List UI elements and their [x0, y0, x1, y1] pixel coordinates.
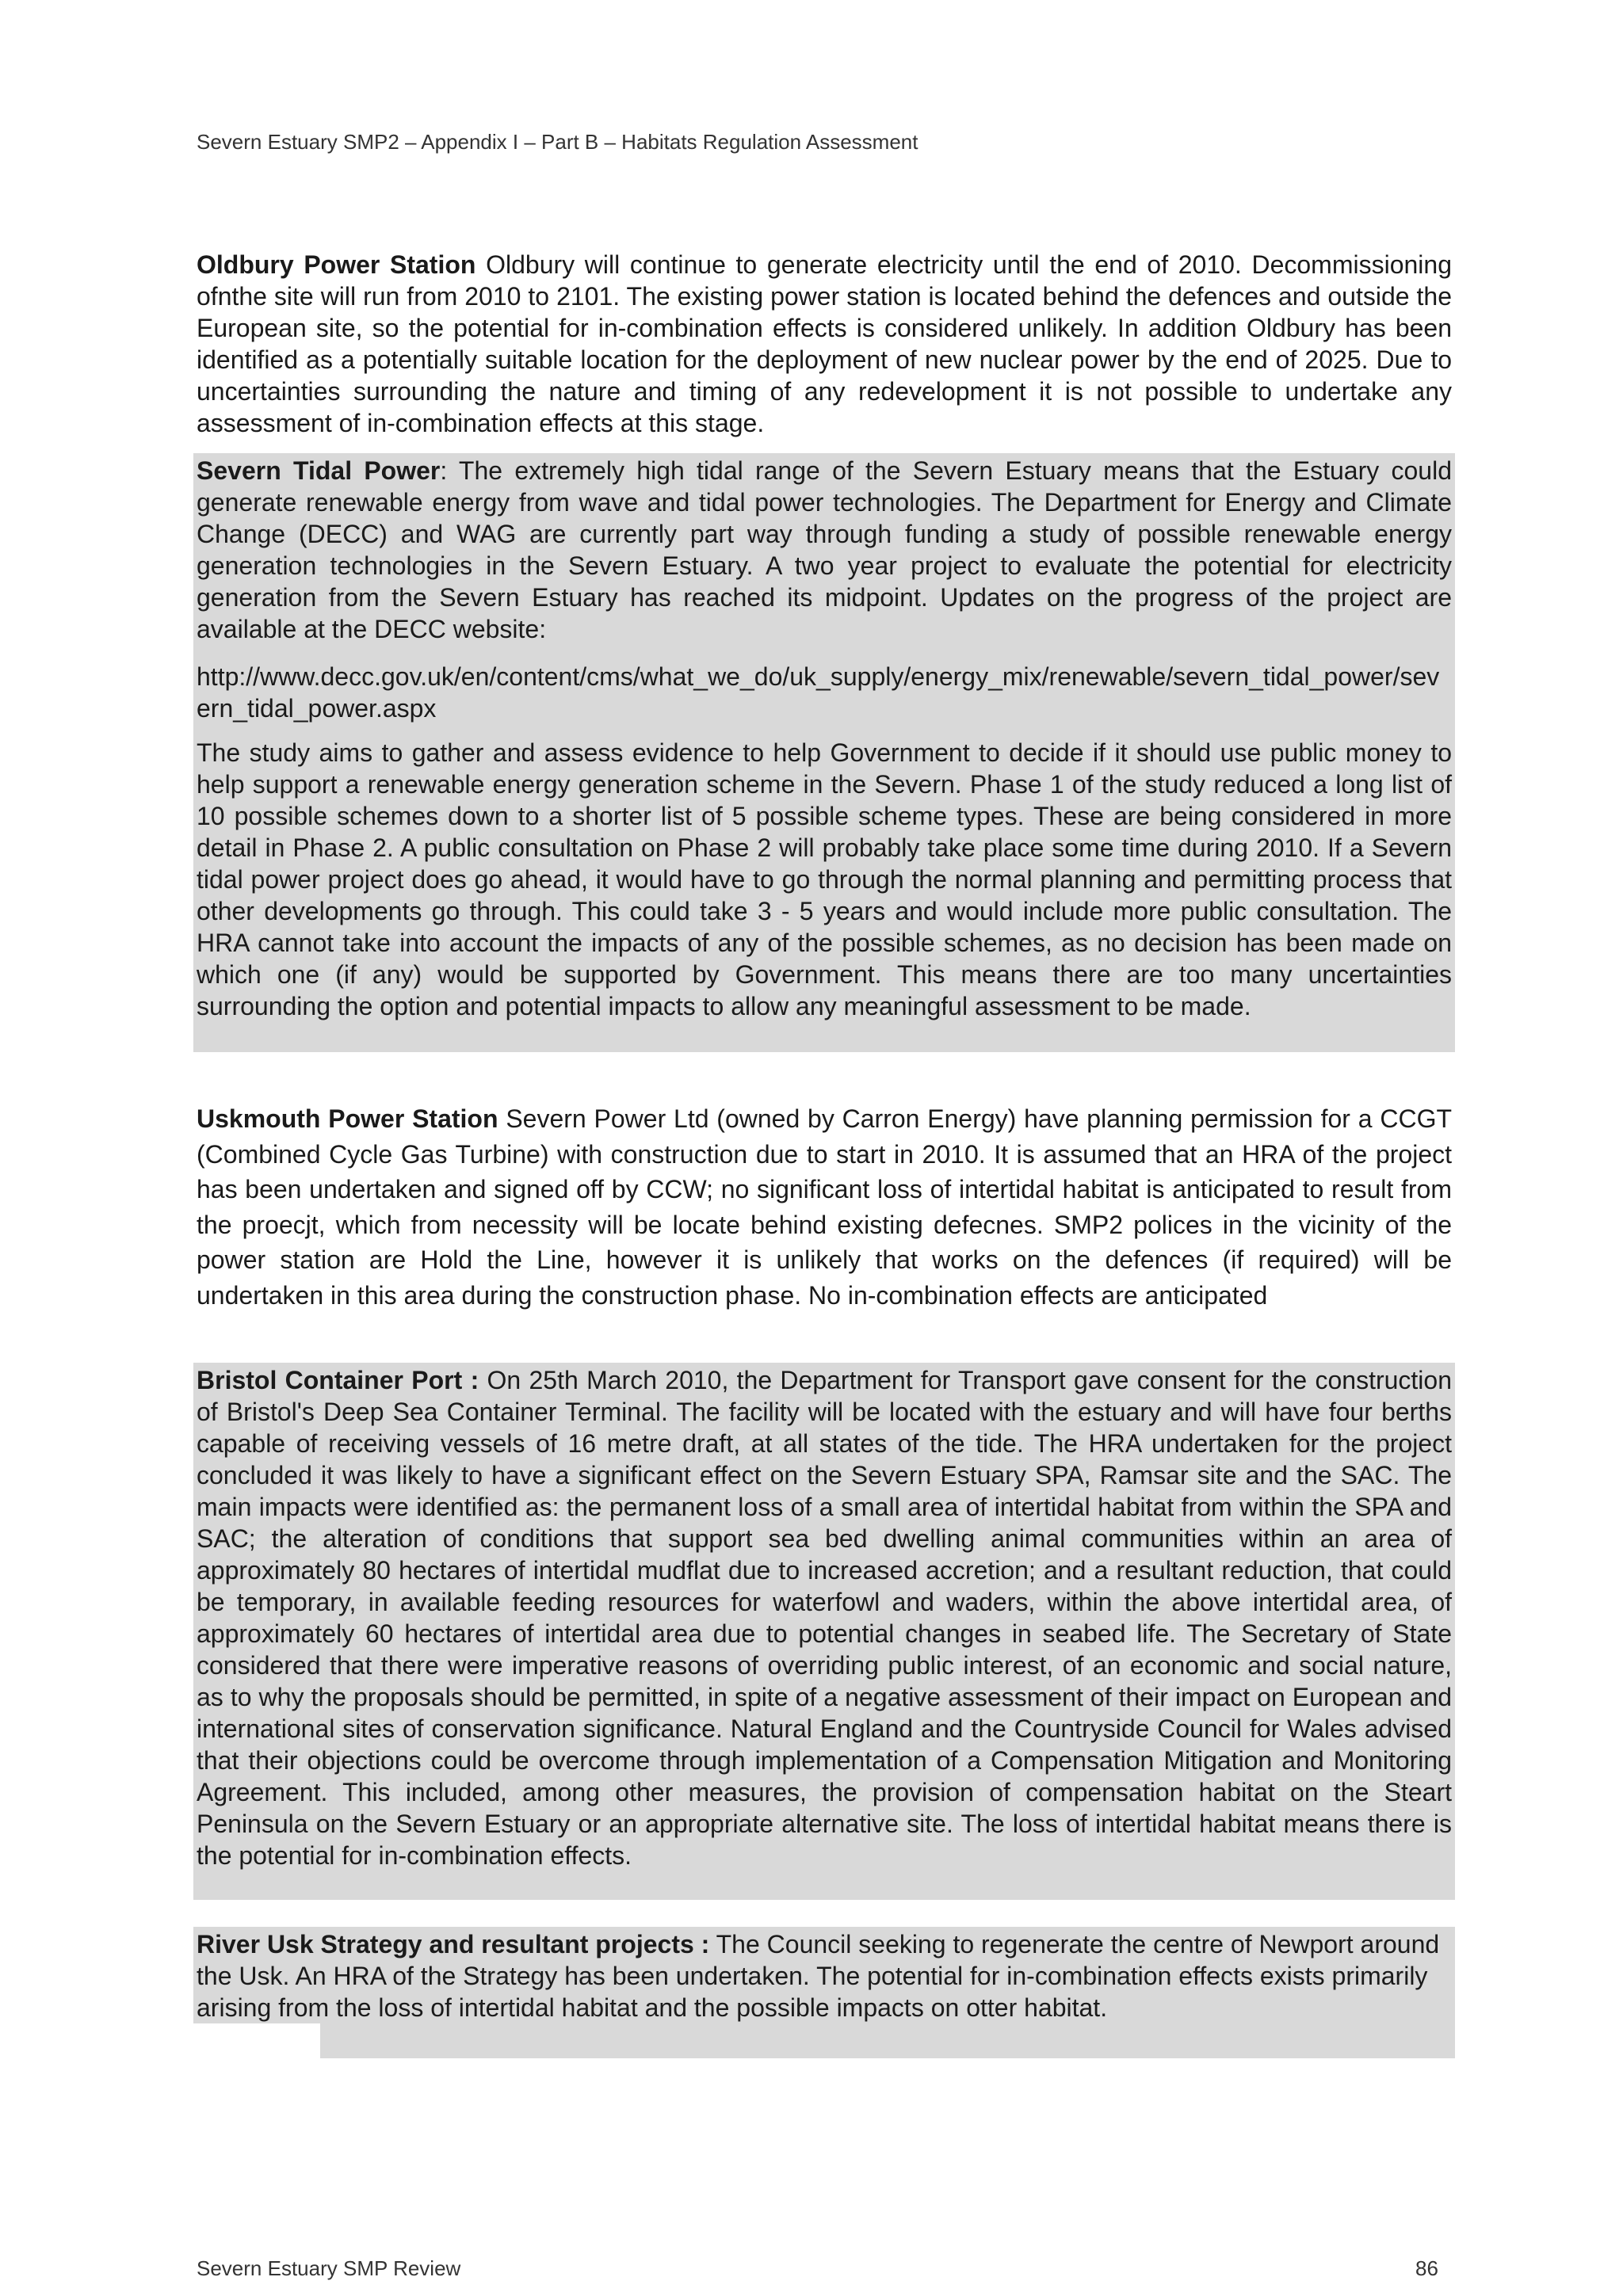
- river-usk-paragraph: [197, 1928, 1449, 2023]
- uskmouth-paragraph: [197, 1101, 1452, 1313]
- oldbury-heading: Oldbury Power Station: [197, 250, 476, 279]
- river-usk-shade-tail: [320, 2023, 1455, 2058]
- river-usk-text: The Council seeking to regenerate the centre of Newport around the Usk. An HRA of the Strategy has been undertaken. The potential for in-combination effects exists primarily arising from the loss of intertidal habitat and the possible impacts on otter habitat.: [197, 1930, 1440, 2022]
- decc-website-link[interactable]: http://www.decc.gov.uk/en/content/cms/what_we_do/uk_supply/energy_mix/renewable/severn_tidal_power/severn_tidal_power.aspx: [197, 662, 1440, 723]
- page-header: Severn Estuary SMP2 – Appendix I – Part B – Habitats Regulation Assessment: [197, 130, 918, 154]
- severn-tidal-heading: Severn Tidal Power: [197, 456, 441, 485]
- oldbury-text: Oldbury will continue to generate electricity until the end of 2010. Decommissioning ofnthe site will run from 2010 to 2101. The existing power station is located behind the defences and outside the European site, so the potential for in-combination effects is considered unlikely. In addition Oldbury has been identified as a potentially suitable location for the deployment of new nuclear power by the end of 2025. Due to uncertainties surrounding the nature and timing of any redevelopment it is not possible to undertake any assessment of in-combination effects at this stage.: [197, 250, 1453, 437]
- uskmouth-heading: Uskmouth Power Station: [197, 1104, 498, 1133]
- uskmouth-text: Severn Power Ltd (owned by Carron Energy) have planning permission for a CCGT (Combined Cycle Gas Turbine) with construction due to start in 2010. It is assumed that an HRA of the project has been undertaken and signed off by CCW; no significant loss of intertidal habitat is anticipated to result from the proecjt, which from necessity will be locate behind existing defecnes. SMP2 polices in the vicinity of the power station are Hold the Line, however it is unlikely that works on the defences (if required) will be undertaken in this area during the construction phase. No in-combination effects are anticipated: [197, 1104, 1453, 1310]
- bristol-text: On 25th March 2010, the Department for Transport gave consent for the construction of Bristol's Deep Sea Container Terminal. The facility will be located with the estuary and will have four berths capable of receiving vessels of 16 metre draft, at all states of the tide. The HRA undertaken for the project concluded it was likely to have a significant effect on the Severn Estuary SPA, Ramsar site and the SAC. The main impacts were identified as: the permanent loss of a small area of intertidal habitat from within the SPA and SAC; the alteration of conditions that support sea bed dwelling animal communities within an area of approximately 80 hectares of intertidal mudflat due to increased accretion; and a resultant reduction, that could be temporary, in available feeding resources for waterfowl and waders, within the above intertidal area, of approximately 60 hectares of intertidal area due to potential changes in seabed life. The Secretary of State considered that there were imperative reasons of overriding public interest, of an economic and social nature, as to why the proposals should be permitted, in spite of a negative assessment of their impact on European and international sites of conservation significance. Natural England and the Countryside Council for Wales advised that their objections could be overcome through implementation of a Compensation Mitigation and Monitoring Agreement. This included, among other measures, the provision of compensation habitat on the Steart Peninsula on the Severn Estuary or an appropriate alternative site. The loss of intertidal habitat means there is the potential for in-combination effects.: [197, 1366, 1453, 1870]
- oldbury-paragraph: [197, 249, 1452, 439]
- river-usk-heading: River Usk Strategy and resultant projects :: [197, 1930, 710, 1958]
- page-number: 86: [1415, 2256, 1438, 2280]
- severn-tidal-study-paragraph: The study aims to gather and assess evidence to help Government to decide if it should use public money to help support a renewable energy generation scheme in the Severn. Phase 1 of the study reduced a long list of 10 possible schemes down to a shorter list of 5 possible scheme types. These are being considered in more detail in Phase 2. A public consultation on Phase 2 will probably take place some time during 2010. If a Severn tidal power project does go ahead, it would have to go through the normal planning and permitting process that other developments go through. This could take 3 - 5 years and would include more public consultation. The HRA cannot take into account the impacts of any of the possible schemes, as no decision has been made on which one (if any) would be supported by Government. This means there are too many uncertainties surrounding the option and potential impacts to allow any meaningful assessment to be made.: [197, 738, 1452, 1020]
- bristol-heading: Bristol Container Port :: [197, 1366, 479, 1394]
- footer-title: Severn Estuary SMP Review: [197, 2256, 461, 2280]
- severn-tidal-text: : The extremely high tidal range of the Severn Estuary means that the Estuary could generate renewable energy from wave and tidal power technologies. The Department for Energy and Climate Change (DECC) and WAG are currently part way through funding a study of possible renewable energy generation technologies in the Severn Estuary. A two year project to evaluate the potential for electricity generation from the Severn Estuary has reached its midpoint. Updates on the progress of the project are available at the DECC website:: [197, 456, 1452, 643]
- bristol-paragraph: [197, 1364, 1452, 1871]
- severn-tidal-paragraph: [197, 455, 1452, 645]
